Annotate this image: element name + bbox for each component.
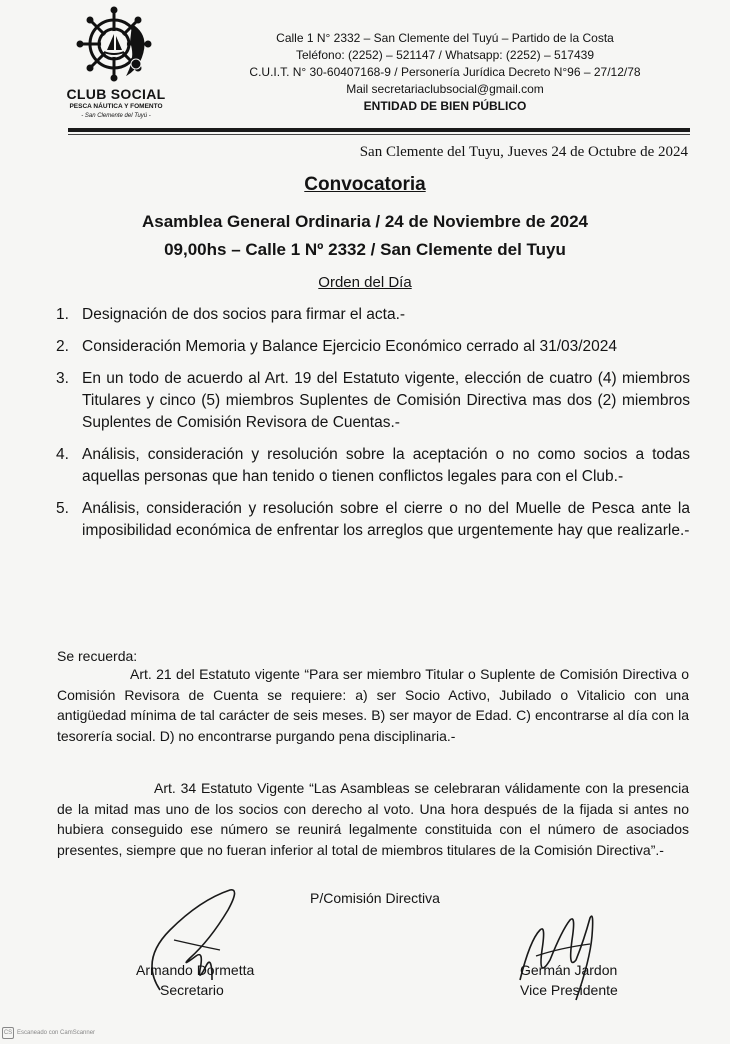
club-logo	[60, 6, 172, 126]
agenda-title-text: Orden del Día	[318, 274, 412, 291]
agenda-title	[0, 274, 730, 292]
title-text: Convocatoria	[304, 174, 426, 195]
phone-line: Teléfono: (2252) – 521147 / Whatsapp: (2252) – 517439	[296, 48, 594, 62]
logo-subtitle: PESCA NÁUTICA Y FOMENTO	[69, 103, 163, 110]
logo-club-name: CLUB SOCIAL	[66, 86, 166, 102]
signed-for-label: P/Comisión Directiva	[310, 890, 440, 906]
vice-president-name: Germán Jardon	[520, 962, 618, 978]
signature-block-vice-president	[480, 900, 680, 1010]
header-divider-thin	[68, 134, 690, 135]
agenda-item-number: 5.	[56, 500, 69, 517]
scanner-watermark	[2, 1027, 95, 1039]
camscanner-icon: CS	[2, 1027, 14, 1039]
agenda-list	[56, 304, 690, 552]
signature-block-secretary	[100, 870, 320, 1010]
secretary-role: Secretario	[160, 982, 224, 998]
mail-line: Mail secretariaclubsocial@gmail.com	[346, 82, 544, 96]
ship-wheel-fish-emblem-icon	[74, 6, 158, 84]
letterhead-info	[200, 30, 690, 115]
logo-place: - San Clemente del Tuyú -	[81, 113, 151, 119]
agenda-item-text: Análisis, consideración y resolución sobre el cierre o no del Muelle de Pesca ante la imposibilidad económica de enfrentar los arreglos que urgentemente hay que realizarle.-	[82, 500, 690, 539]
agenda-item-number: 1.	[56, 306, 69, 323]
date-line: San Clemente del Tuyu, Jueves 24 de Octubre de 2024	[359, 144, 688, 160]
assembly-time-place: 09,00hs – Calle 1 Nº 2332 / San Clemente del Tuyu	[164, 240, 566, 259]
header-divider	[68, 128, 690, 132]
scanner-mark-text: Escaneado con CamScanner	[17, 1030, 96, 1036]
article-34-paragraph: Art. 34 Estatuto Vigente “Las Asambleas se celebraran válidamente con la presencia de la mitad mas uno de los socios con derecho al voto. Una hora después de la fijada si antes no hubiera conseguido ese número se reunirá legalmente constituida con el número de asociados presentes, siempre que no fueran inferior al total de miembros titulares de la Comisión Directiva”.-	[57, 780, 689, 858]
agenda-item	[56, 444, 690, 488]
article-21-paragraph: Art. 21 del Estatuto vigente “Para ser miembro Titular o Suplente de Comisión Directiva o Comisión Revisora de Cuenta se requiere: a) ser Socio Activo, Jubilado o Vitalicio con una antigüedad mínima de tal carácter de seis meses. B) ser mayor de Edad. C) encontrarse al día con la tesorería social. D) no encontrarse purgando pena disciplinaria.-	[57, 666, 689, 744]
agenda-item-number: 3.	[56, 370, 69, 387]
entity-line: ENTIDAD DE BIEN PÚBLICO	[363, 99, 527, 113]
agenda-item	[56, 304, 690, 326]
agenda-item-text: Designación de dos socios para firmar el acta.-	[82, 306, 406, 323]
agenda-item	[56, 498, 690, 542]
vice-president-role: Vice Presidente	[520, 982, 618, 998]
document-title	[0, 174, 730, 196]
agenda-item-text: Análisis, consideración y resolución sobre la aceptación o no como socios a todas aquellas personas que han tenido o tienen conflictos legales para con el Club.-	[82, 446, 690, 485]
agenda-item	[56, 368, 690, 434]
address-line: Calle 1 N° 2332 – San Clemente del Tuyú – Partido de la Costa	[276, 31, 614, 45]
secretary-name: Armando Dormetta	[136, 962, 255, 978]
agenda-item	[56, 336, 690, 358]
agenda-item-text: Consideración Memoria y Balance Ejercicio Económico cerrado al 31/03/2024	[82, 338, 618, 355]
reminder-label: Se recuerda:	[57, 648, 138, 664]
agenda-item-number: 2.	[56, 338, 69, 355]
agenda-item-number: 4.	[56, 446, 69, 463]
assembly-heading: Asamblea General Ordinaria / 24 de Noviembre de 2024	[142, 212, 588, 231]
agenda-item-text: En un todo de acuerdo al Art. 19 del Estatuto vigente, elección de cuatro (4) miembros Titulares y cinco (5) miembros Suplentes de Comisión Directiva mas dos (2) miembros Suplentes de Comisión Revisora de Cuentas.-	[82, 370, 690, 431]
cuit-line: C.U.I.T. N° 30-60407168-9 / Personería Jurídica Decreto N°96 – 27/12/78	[249, 65, 641, 79]
